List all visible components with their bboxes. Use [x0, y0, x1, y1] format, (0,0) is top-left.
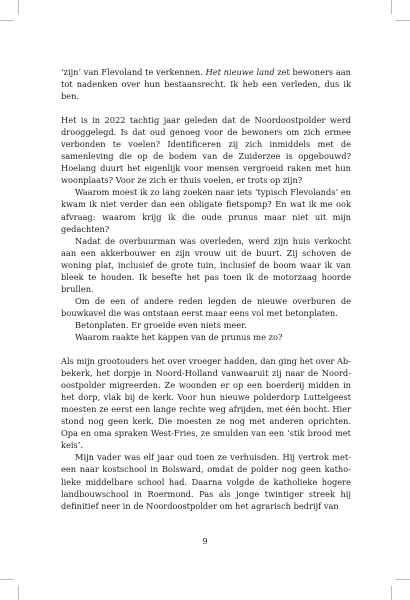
text-run: zet bewoners aan tot nadenken over hun bestaansrecht. Ik heb een verleden, dus ik ben.	[61, 67, 351, 102]
paragraph	[61, 114, 351, 186]
crop-mark-left-top	[0, 20, 14, 21]
crop-mark-bottom-right	[391, 586, 392, 600]
paragraph	[61, 451, 351, 511]
text-run: Betonplaten. Er groeide even niets meer.	[75, 319, 247, 330]
crop-mark-right-top	[396, 20, 410, 21]
text-run: Als mijn grootouders het over vroeger hadden, dan ging het over Abbekerk, het dorpje in Noord-Holland vanwaaruit zij naar de Noordoostpolder migreerden. Ze woonden er op een boerderij midden in het dorp, vlak bij de kerk. Voor hun nieuwe polderdorp Luttelgeest moesten ze eerst een lange rechte weg afrijden, met één bocht. Hier stond nog geen kerk. Die moesten ze nog met anderen oprichten. Opa en oma spraken West-Fries, ze smulden van een ‘stik brood met keis’.	[61, 356, 351, 451]
crop-mark-left-bottom	[0, 579, 14, 580]
crop-mark-bottom-left	[18, 586, 19, 600]
text-run: ‘zijn’ van Flevoland te verkennen.	[61, 67, 206, 77]
text-run: Mijn vader was elf jaar oud toen ze verhuisden. Hij vertrok meteen naar kostschool in Bolsward, omdat de polder nog geen katholieke middelbare school had. Daarna volgde de katholieke hogere landbouwschool in Roermond. Pas als jonge twintiger streek hij definitief neer in de Noordoostpolder om het agrarisch bedrijf van	[61, 452, 351, 511]
paragraph	[61, 186, 351, 234]
paragraph	[61, 355, 351, 451]
paragraph	[61, 66, 351, 102]
text-run: Nadat de overbuurman was overleden, werd zijn huis verkocht aan een akkerbouwer en zijn vrouw uit de buurt. Zij schoven de woning plat, inclusief de grote tuin, inclusief de boom waar ik van bleek te houden. Ik besefte het pas toen ik de motorzaag hoorde brullen.	[61, 235, 351, 294]
paragraph	[61, 331, 351, 343]
section-gap	[61, 343, 351, 355]
paragraph	[61, 235, 351, 295]
text-run: Het is in 2022 tachtig jaar geleden dat de Noordoostpolder werd drooggelegd. Is dat oud genoeg voor de bewoners om zich ermee verbonden te voelen? Identificeren zij zich inmiddels met de samenleving die op de bodem van de Zuiderzee is opgebouwd? Hoelang duurt het eigenlijk voor mensen vergroeid raken met hun woonplaats? Voor ze zich er thuis voelen, er trots op zijn?	[61, 115, 351, 186]
paragraph	[61, 319, 351, 331]
section-gap	[61, 102, 351, 114]
text-run: Waarom moest ik zo lang zoeken naar iets ‘typisch Flevolands’ en kwam ik niet verder dan een obligate fietspomp? En wat ik me ook afvraag: waarom krijg ik die oude prunus maar niet uit mijn gedachten?	[61, 187, 351, 234]
crop-mark-top-right	[391, 0, 392, 14]
paragraph	[61, 295, 351, 319]
text-run: Waarom raakte het kappen van de prunus me zo?	[75, 331, 283, 342]
page-number: 9	[202, 536, 208, 546]
body-text	[61, 66, 351, 512]
crop-mark-top-left	[18, 0, 19, 14]
text-run: Om de een of andere reden legden de nieuwe overburen de bouwkavel die was ontstaan eerst maar eens vol met betonplaten.	[61, 295, 351, 318]
italic-text: Het nieuwe land	[205, 67, 275, 77]
crop-mark-right-bottom	[396, 579, 410, 580]
